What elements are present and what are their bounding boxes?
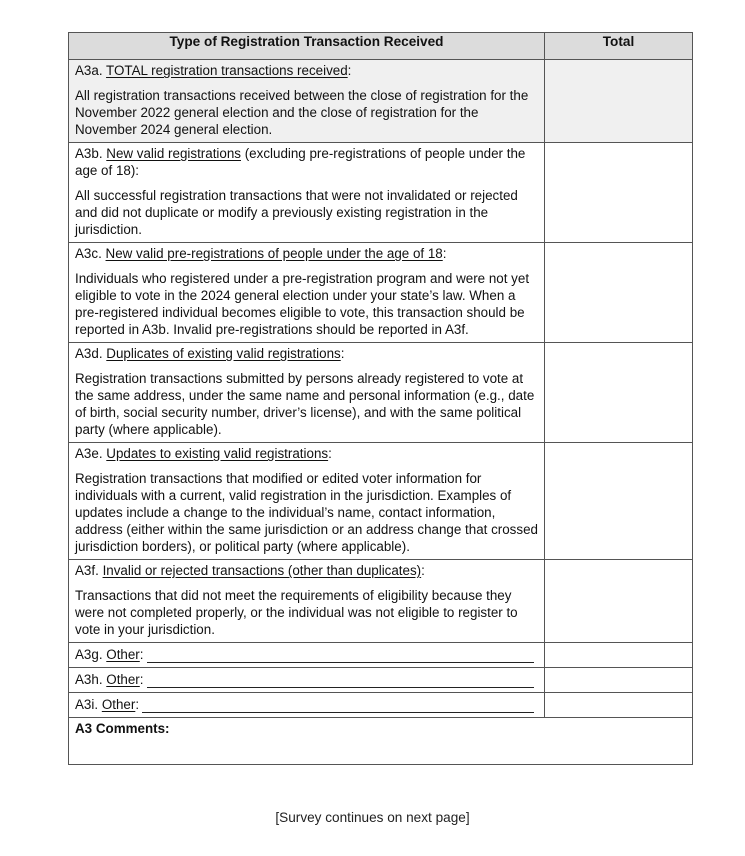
row-a3h-total-input[interactable] [545,668,693,693]
row-a3d-code: A3d. [75,346,103,361]
row-a3e-code: A3e. [75,446,103,461]
row-a3b [69,143,693,243]
row-a3c-description-cell [69,243,545,343]
row-a3h-label: Other [106,672,140,687]
row-a3e-total-input[interactable] [545,443,693,560]
row-a3h-suffix: : [139,672,144,687]
row-a3d-total-input[interactable] [545,343,693,443]
row-a3e-label: Updates to existing valid registrations [106,446,329,461]
row-a3h-other-specify-field[interactable] [147,674,534,688]
row-a3f-total-input[interactable] [545,560,693,643]
row-a3i-total-input[interactable] [545,693,693,718]
row-a3i-description-cell [69,693,545,718]
registration-transactions-table [68,32,693,765]
row-a3g-other-specify-field[interactable] [147,649,534,663]
row-a3a-suffix: : [347,63,352,78]
row-a3d [69,343,693,443]
header-type: Type of Registration Transaction Received [69,33,545,60]
row-a3b-description-cell [69,143,545,243]
row-a3a-description: All registration transactions received between the close of registration for the November 2022 general election and the close of registration for the November 2024 general election. [75,88,529,137]
row-a3i [69,693,693,718]
row-a3b-code: A3b. [75,146,103,161]
row-a3i-label: Other [101,697,136,712]
row-a3f-description-cell [69,560,545,643]
row-a3f-label: Invalid or rejected transactions (other than duplicates) [102,563,422,578]
row-a3b-label: New valid registrations [106,146,241,161]
row-a3g [69,643,693,668]
row-a3e [69,443,693,560]
comments-field[interactable] [69,718,693,765]
row-a3a-total-input[interactable] [545,60,693,143]
row-a3c-label: New valid pre-registrations of people under the age of 18 [105,246,443,261]
row-a3d-suffix: : [340,346,345,361]
row-a3a-label: TOTAL registration transactions received [106,63,348,78]
row-a3b-suffix: (excluding pre-registrations of people under the age of 18): [75,146,526,178]
row-a3a-code: A3a. [75,63,103,78]
row-a3b-description: All successful registration transactions that were not invalidated or rejected and did not duplicate or modify a previously existing registration in the jurisdiction. [75,188,518,237]
row-a3a [69,60,693,143]
row-a3d-label: Duplicates of existing valid registrations [106,346,341,361]
row-a3b-total-input[interactable] [545,143,693,243]
row-a3d-description: Registration transactions submitted by persons already registered to vote at the same address, under the same name and personal information (e.g., date of birth, social security number, driver’s license), and with the same political party (where applicable). [75,371,535,437]
row-a3g-description-cell [69,643,545,668]
row-a3i-code: A3i. [75,697,99,712]
comments-row [69,718,693,765]
row-a3h-code: A3h. [75,672,103,687]
row-a3h-description-cell [69,668,545,693]
row-a3f [69,560,693,643]
table-header-row [69,33,693,60]
row-a3g-suffix: : [139,647,144,662]
row-a3c [69,243,693,343]
row-a3e-suffix: : [328,446,332,461]
row-a3i-other-specify-field[interactable] [142,699,534,713]
row-a3f-suffix: : [421,563,425,578]
row-a3e-description: Registration transactions that modified or edited voter information for individuals with a current, valid registration in the jurisdiction. Examples of updates include a change to the individual’s name, contact information, address (either within the same jurisdiction or an address change that crossed jurisdiction borders), or political party (where applicable). [75,471,538,554]
page-footer-note: [Survey continues on next page] [275,810,470,825]
row-a3d-description-cell [69,343,545,443]
row-a3a-description-cell [69,60,545,143]
row-a3c-code: A3c. [75,246,102,261]
row-a3g-total-input[interactable] [545,643,693,668]
row-a3f-description: Transactions that did not meet the requirements of eligibility because they were not completed properly, or the individual was not eligible to register to vote in your jurisdiction. [75,588,518,637]
row-a3i-suffix: : [135,697,140,712]
row-a3e-description-cell [69,443,545,560]
row-a3h [69,668,693,693]
comments-label: A3 Comments: [75,721,170,736]
row-a3g-label: Other [106,647,140,662]
row-a3c-description: Individuals who registered under a pre-registration program and were not yet eligible to vote in the 2024 general election under your state’s law. When a pre-registered individual becomes eligible to vote, this transaction should be reported in A3b. Invalid pre-registrations should be reported in A3f. [75,271,530,337]
row-a3f-code: A3f. [75,563,99,578]
row-a3c-total-input[interactable] [545,243,693,343]
header-total: Total [545,33,693,60]
row-a3g-code: A3g. [75,647,103,662]
row-a3c-suffix: : [442,246,447,261]
